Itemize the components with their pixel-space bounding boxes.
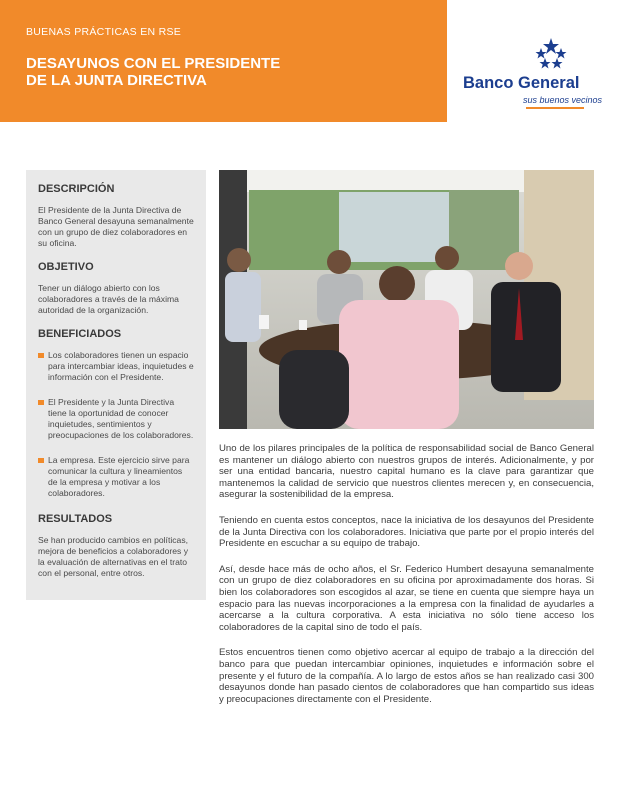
section-kicker: BUENAS PRÁCTICAS EN RSE (26, 26, 182, 38)
sidebar-panel (26, 170, 206, 600)
paragraph-2: Teniendo en cuenta estos conceptos, nace la iniciativa de los desayunos del Presidente de la Junta Directiva con los colaboradores. Iniciativa que parte por el propio interés del Presidente en escuchar a su equipo de trabajo. (219, 514, 594, 550)
paragraph-1: Uno de los pilares principales de la política de responsabilidad social de Banco General es mantener un diálogo abierto con nuestros grupos de interés. Adicionalmente, y por ser una entidad bancaria, nuestro capital humano es la clave para garantizar que mantenemos la calidad de servicio que nuestros clientes merecen y, en consecuencia, asegurar la sostenibilidad de la empresa. (219, 443, 594, 501)
bullet-text: Los colaboradores tienen un espacio para intercambiar ideas, inquietudes e información con el Presidente. (48, 350, 194, 382)
header-banner (0, 0, 447, 122)
descripcion-text: El Presidente de la Junta Directiva de Banco General desayuna semanalmente con un grupo de diez colaboradores en su oficina. (38, 205, 194, 248)
logo-underline (526, 107, 584, 109)
logo-tagline: sus buenos vecinos (523, 95, 603, 105)
resultados-text: Se han producido cambios en políticas, mejora de beneficios a colaboradores y la evaluación de alternativas en el trato con el personal, entre otros. (38, 535, 189, 578)
logo-name: Banco General (463, 74, 580, 92)
list-item (38, 455, 194, 499)
banco-general-logo (460, 36, 603, 116)
beneficiados-heading: BENEFICIADOS (38, 328, 122, 340)
paragraph-3: Así, desde hace más de ocho años, el Sr. Federico Humbert desayuna semanalmente con un grupo de diez colaboradores en su oficina por aproximadamente dos horas. Si bien los colaboradores son escogidos al azar, se tiene en cuenta que siempre haya un espacio para las nuevas incorporaciones a la empresa con la finalidad de ayudarles a acercarse a la cultura corporativa. A esta iniciativa no sólo tiene acceso los colaboradores de la capital sino de todo el país. (219, 563, 594, 633)
list-item (38, 397, 194, 441)
title-line-1: DESAYUNOS CON EL PRESIDENTE (26, 55, 281, 72)
objetivo-heading: OBJETIVO (38, 261, 94, 273)
bullet-square-icon (38, 353, 44, 358)
bullet-text: La empresa. Este ejercicio sirve para comunicar la cultura y lineamientos de la empresa y motivar a los colaboradores. (48, 455, 190, 498)
objetivo-text: Tener un diálogo abierto con los colaboradores a través de la máxima autoridad de la organización. (38, 283, 179, 315)
bullet-text: El Presidente y la Junta Directiva tiene la oportunidad de conocer inquietudes, sentimientos y preocupaciones de los colaboradores. (48, 397, 194, 440)
descripcion-heading: DESCRIPCIÓN (38, 183, 115, 195)
meeting-photo (219, 170, 594, 429)
bullet-square-icon (38, 400, 44, 405)
bullet-square-icon (38, 458, 44, 463)
article-body (219, 443, 594, 719)
resultados-heading: RESULTADOS (38, 513, 113, 525)
list-item (38, 350, 194, 383)
page-title (26, 55, 280, 89)
paragraph-4: Estos encuentros tienen como objetivo acercar al equipo de trabajo a la dirección del banco para que puedan intercambiar opiniones, inquietudes e información sobre el presente y el futuro de la compañía. A lo largo de estos años se han realizado casi 300 desayunos donde han pasado cientos de colaboradores que han compartido sus ideas y preocupaciones directamente con el Presidente. (219, 647, 594, 705)
title-line-2: DE LA JUNTA DIRECTIVA (26, 72, 207, 89)
star-cluster-icon (533, 36, 569, 72)
